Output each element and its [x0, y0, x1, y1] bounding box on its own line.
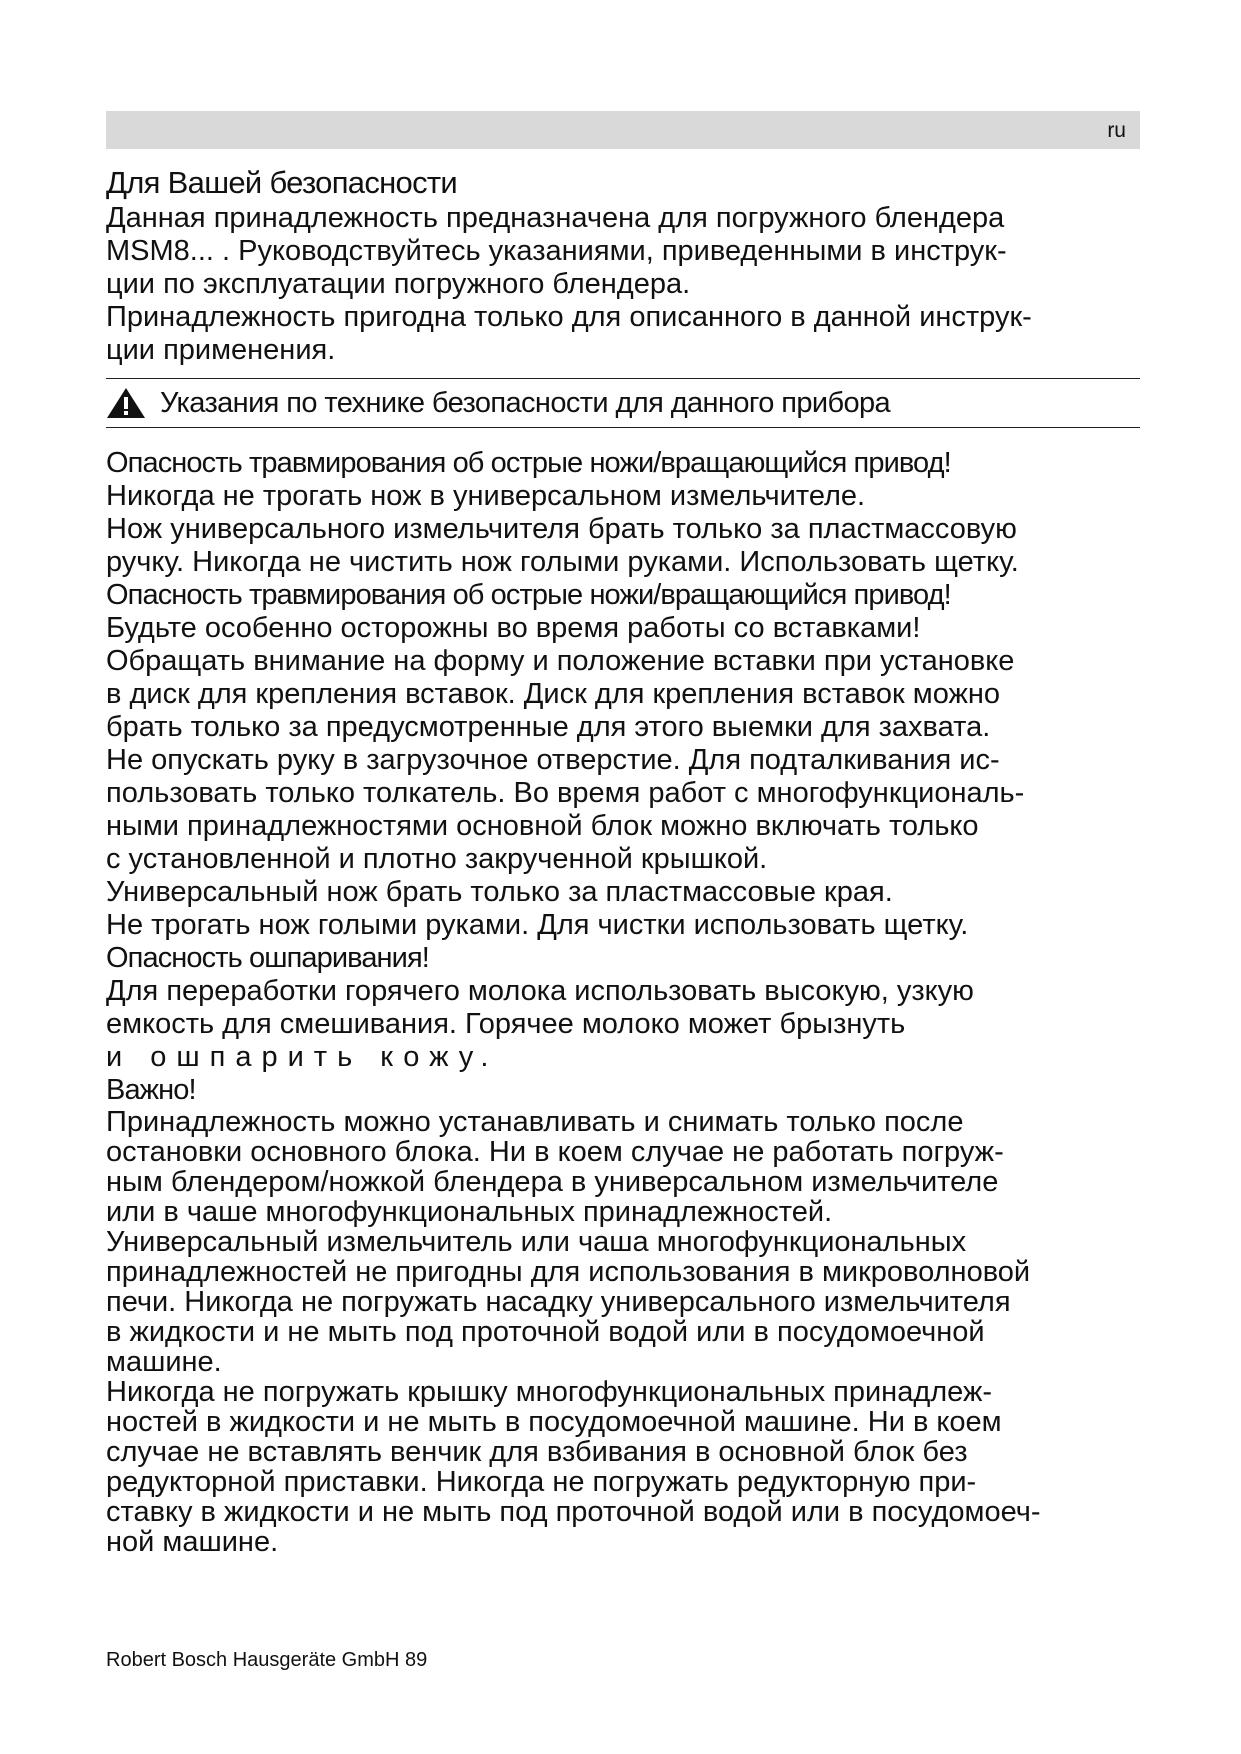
section-heading-important: Важно!	[106, 1074, 196, 1106]
section-heading-injury-1: Опасность травмирования об острые ножи/вращающийся привод!	[106, 447, 951, 479]
section-text-injury-1: Никогда не трогать нож в универсальном измельчителе. Нож универсального измельчителя брать только за пластмассовую ручку. Никогда не чистить нож голыми руками. Использовать щетку.	[106, 480, 1019, 578]
language-code: ru	[1107, 119, 1126, 142]
page-content	[106, 158, 1140, 1557]
warning-heading-text: Указания по технике безопасности для данного прибора	[160, 386, 891, 419]
section-text-scalding-spaced: и ошпарить кожу.	[106, 1041, 499, 1073]
section-heading-scalding: Опасность ошпаривания!	[106, 942, 429, 974]
section-text-important: Принадлежность можно устанавливать и снимать только после остановки основного блока. Ни в коем случае не работать погруж- ным блендером/ножкой блендера в универсальном измельчителе или в чаше многофункциональных принадлежностей. Универсальный измельчитель или чаша многофункциональных принадлежностей не пригодны для использования в микроволновой печи. Никогда не погружать насадку универсального измельчителя в жидкости и не мыть под проточной водой или в посудомоечной машине. Никогда не погружать крышку многофункциональных принадлеж- ностей в жидкости и не мыть в посудомоечной машине. Ни в коем случае не вставлять венчик для взбивания в основной блок без редукторной приставки. Никогда не погружать редукторную при- ставку в жидкости и не мыть под проточной водой или в посудомоеч- ной машине.	[106, 1106, 1041, 1558]
section-text-scalding: Для переработки горячего молока использовать высокую, узкую емкость для смешивания. Горячее молоко может брызнуть	[106, 975, 974, 1040]
divider-bottom	[106, 427, 1140, 428]
safety-instructions	[106, 447, 1140, 1557]
safety-warning-heading	[106, 379, 1140, 427]
page-title: Для Вашей безопасности	[106, 165, 458, 200]
warning-triangle-icon	[106, 387, 146, 419]
intro-paragraph-2: Принадлежность пригодна только для описанного в данной инструк- ции применения.	[106, 301, 1032, 366]
section-text-injury-2: Будьте особенно осторожны во время работы со вставками! Обращать внимание на форму и положение вставки при установке в диск для крепления вставок. Диск для крепления вставок можно брать только за предусмотренные для этого выемки для захвата. Не опускать руку в загрузочное отверстие. Для подталкивания ис- пользовать только толкатель. Во время работ с многофункциональ- ными принадлежностями основной блок можно включать только с установленной и плотно закрученной крышкой. Универсальный нож брать только за пластмассовые края. Не трогать нож голыми руками. Для чистки использовать щетку.	[106, 612, 1025, 941]
language-header-bar	[106, 111, 1140, 149]
section-heading-injury-2: Опасность травмирования об острые ножи/вращающийся привод!	[106, 579, 951, 611]
intro-paragraph-1: Данная принадлежность предназначена для погружного блендера MSM8... . Руководствуйтесь указаниями, приведенными в инструк- ции по эксплуатации погружного блендера.	[106, 202, 1007, 300]
page-footer: Robert Bosch Hausgeräte GmbH 89	[106, 1649, 428, 1671]
